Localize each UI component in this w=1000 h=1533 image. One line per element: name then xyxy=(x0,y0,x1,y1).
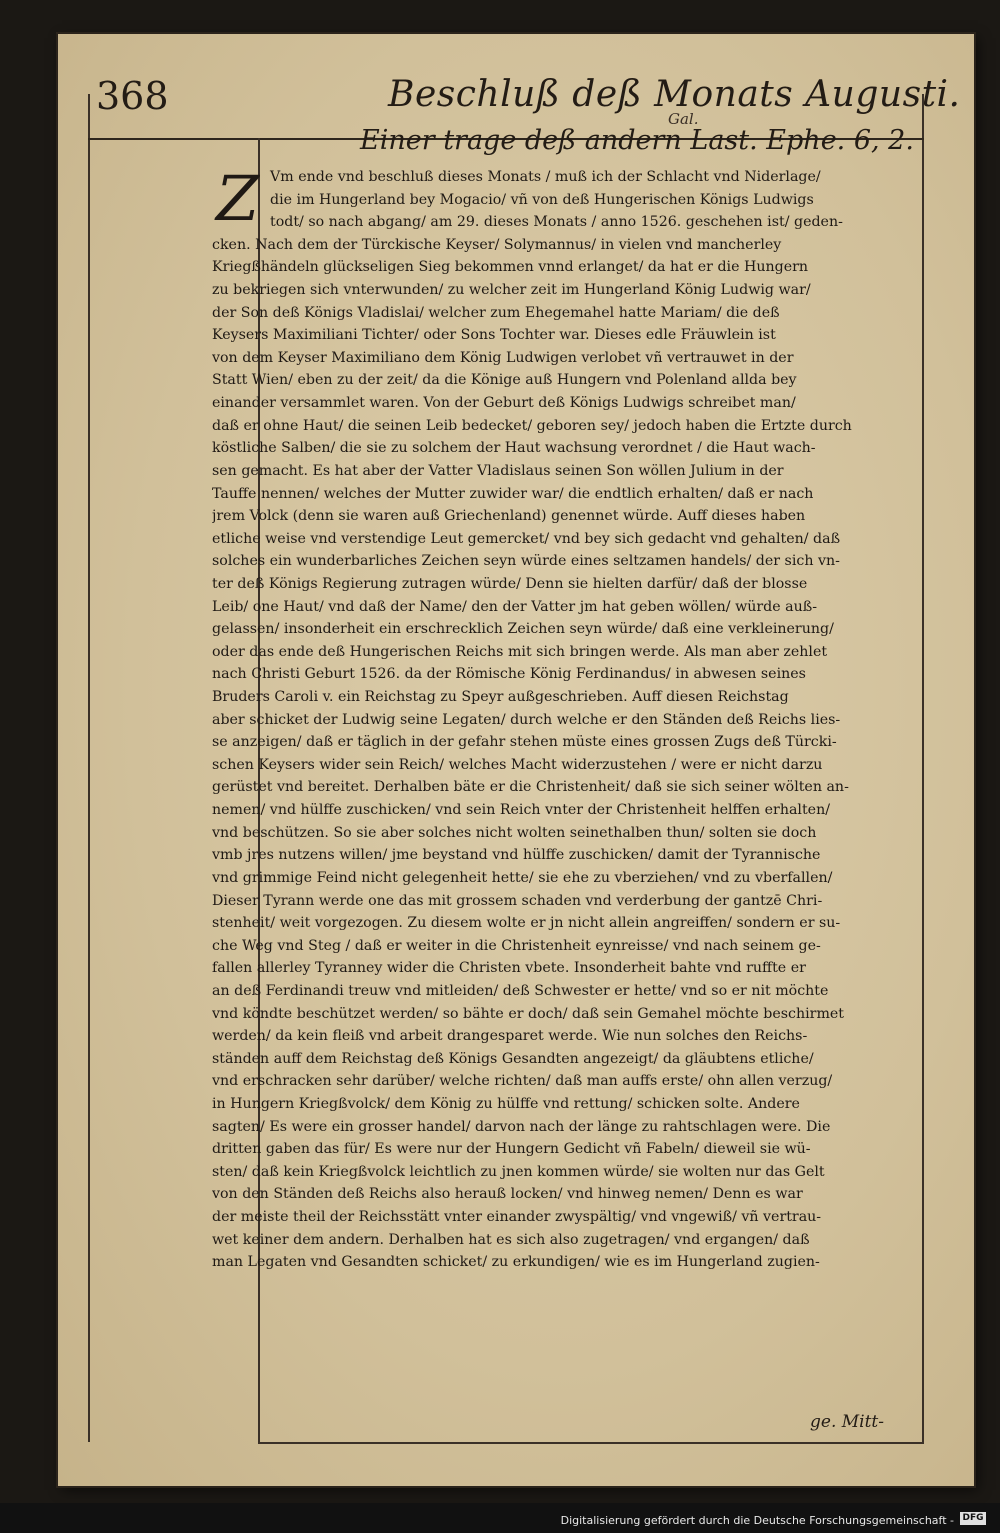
text-line: in Hungern Kriegßvolck/ dem König zu hülffe vnd rettung/ schicken solte. Andere xyxy=(212,1095,800,1112)
section-heading: Einer trage deß andern Last. Ephe. 6, 2. xyxy=(360,125,914,156)
text-line: Leib/ one Haut/ vnd daß der Name/ den der Vatter jm hat geben wöllen/ würde auß- xyxy=(212,598,817,615)
text-line: jrem Volck (denn sie waren auß Griechenland) genennet würde. Auff dieses haben xyxy=(212,508,806,525)
text-line: dritten gaben das für/ Es were nur der Hungern Gedicht vñ Fabeln/ dieweil sie wü- xyxy=(212,1141,811,1158)
text-line: sten/ daß kein Kriegßvolck leichtlich zu jnen kommen würde/ sie wolten nur das Gelt xyxy=(212,1163,825,1180)
text-line: gelassen/ insonderheit ein erschrecklich Zeichen seyn würde/ daß eine verkleinerung/ xyxy=(212,621,834,638)
text-line: von den Ständen deß Reichs also herauß locken/ vnd hinweg nemen/ Denn es war xyxy=(212,1186,803,1203)
text-line: vnd grimmige Feind nicht gelegenheit hette/ sie ehe zu vberziehen/ vnd zu vberfallen/ xyxy=(212,869,833,886)
text-line: cken. Nach dem der Türckische Keyser/ Solymannus/ in vielen vnd mancherley xyxy=(212,236,782,253)
text-line: gerüstet vnd bereitet. Derhalben bäte er die Christenheit/ daß sie sich seiner wölten an- xyxy=(212,779,849,796)
text-line: vnd köndte beschützet werden/ so bähte er doch/ daß sein Gemahel möchte beschirmet xyxy=(212,1005,845,1022)
text-line: nemen/ vnd hülffe zuschicken/ vnd sein Reich vnter der Christenheit helffen erhalten/ xyxy=(212,802,830,819)
text-line: che Weg vnd Steg / daß er weiter in die Christenheit eynreisse/ vnd nach seinem ge- xyxy=(212,937,821,954)
text-line: der Son deß Königs Vladislai/ welcher zum Ehegemahel hatte Mariam/ die deß xyxy=(212,304,780,321)
drop-cap: Z xyxy=(216,162,260,235)
text-line: köstliche Salben/ die sie zu solchem der Haut wachsung verordnet / die Haut wach- xyxy=(212,440,816,457)
text-line: wet keiner dem andern. Derhalben hat es sich also zugetragen/ vnd ergangen/ daß xyxy=(212,1231,810,1248)
text-line: vmb jres nutzens willen/ jme beystand vnd hülffe zuschicken/ damit der Tyrannische xyxy=(212,847,821,864)
bottom-rule xyxy=(258,1442,924,1444)
text-line: Statt Wien/ eben zu der zeit/ da die Könige auß Hungern vnd Polenland allda bey xyxy=(212,372,797,389)
running-title: Beschluß deß Monats Augusti. xyxy=(388,74,961,115)
text-line: zu bekriegen sich vnterwunden/ zu welcher zeit im Hungerland König Ludwig war/ xyxy=(212,282,811,299)
text-line: die im Hungerland bey Mogacio/ vñ von deß Hungerischen Königs Ludwigs xyxy=(270,191,814,208)
text-line: etliche weise vnd verstendige Leut gemercket/ vnd bey sich gedacht vnd gehalten/ daß xyxy=(212,530,841,547)
text-line: oder das ende deß Hungerischen Reichs mit sich bringen werde. Als man aber zehlet xyxy=(212,643,828,660)
body-text xyxy=(212,162,902,1274)
text-line: an deß Ferdinandi treuw vnd mitleiden/ deß Schwester er hette/ vnd so er nit möchte xyxy=(212,982,829,999)
text-line: von dem Keyser Maximiliano dem König Ludwigen verlobet vñ vertrauwet in der xyxy=(212,349,794,366)
text-line: Keysers Maximiliani Tichter/ oder Sons Tochter war. Dieses edle Fräuwlein ist xyxy=(212,327,776,344)
text-line: stenheit/ weit vorgezogen. Zu diesem wolte er jn nicht allein angreiffen/ sondern er su- xyxy=(212,915,841,932)
text-line: man Legaten vnd Gesandten schicket/ zu erkundigen/ wie es im Hungerland zugien- xyxy=(212,1254,820,1271)
text-line: solches ein wunderbarliches Zeichen seyn würde eines seltzamen handels/ der sich vn- xyxy=(212,553,840,570)
text-line: nach Christi Geburt 1526. da der Römische König Ferdinandus/ in abwesen seines xyxy=(212,666,806,683)
handwritten-annotation: Gal. xyxy=(668,110,699,128)
text-line: Dieser Tyrann werde one das mit grossem schaden vnd verderbung der gantzē Chri- xyxy=(212,892,823,909)
text-line: daß er ohne Haut/ die seinen Leib bedecket/ geboren sey/ jedoch haben die Ertzte durch xyxy=(212,417,852,434)
frame-left-rule xyxy=(88,94,90,1442)
text-line: Bruders Caroli v. ein Reichstag zu Speyr außgeschrieben. Auff diesen Reichstag xyxy=(212,689,789,706)
text-line: se anzeigen/ daß er täglich in der gefahr stehen müste eines grossen Zugs deß Türcki- xyxy=(212,734,837,751)
text-line: vnd erschracken sehr darüber/ welche richten/ daß man auffs erste/ ohn allen verzug/ xyxy=(212,1073,833,1090)
text-line: werden/ da kein fleiß vnd arbeit drangesparet werde. Wie nun solches den Reichs- xyxy=(212,1028,808,1045)
text-line: Tauffe nennen/ welches der Mutter zuwider war/ die endtlich erhalten/ daß er nach xyxy=(212,485,814,502)
text-line: Kriegßhändeln glückseligen Sieg bekommen vnnd erlanget/ da hat er die Hungern xyxy=(212,259,809,276)
text-line: ter deß Königs Regierung zutragen würde/ Denn sie hielten darfür/ daß der blosse xyxy=(212,575,808,592)
text-line: todt/ so nach abgang/ am 29. dieses Monats / anno 1526. geschehen ist/ geden- xyxy=(270,214,843,231)
text-line: sagten/ Es were ein grosser handel/ darvon nach der länge zu rahtschlagen were. Die xyxy=(212,1118,831,1135)
text-line: vnd beschützen. So sie aber solches nicht wolten seinethalben thun/ solten sie doch xyxy=(212,824,817,841)
dfg-logo-icon: DFG xyxy=(960,1512,986,1525)
text-line: Vm ende vnd beschluß dieses Monats / muß ich der Schlacht vnd Niderlage/ xyxy=(270,169,821,185)
catchword: ge. Mitt- xyxy=(810,1412,885,1432)
text-line: aber schicket der Ludwig seine Legaten/ durch welche er den Ständen deß Reichs lies- xyxy=(212,711,841,728)
text-line: ständen auff dem Reichstag deß Königs Gesandten angezeigt/ da gläubtens etliche/ xyxy=(212,1050,814,1067)
page-number: 368 xyxy=(96,74,169,118)
frame-right-rule xyxy=(922,94,924,1442)
text-line: sen gemacht. Es hat aber der Vatter Vladislaus seinen Son wöllen Julium in der xyxy=(212,462,784,479)
text-line: fallen allerley Tyranney wider die Christen vbete. Insonderheit bahte vnd ruffte er xyxy=(212,960,806,977)
funding-note: Digitalisierung gefördert durch die Deutsche Forschungsgemeinschaft - xyxy=(560,1514,954,1527)
text-line: schen Keysers wider sein Reich/ welches Macht widerzustehen / were er nicht darzu xyxy=(212,756,823,773)
text-line: der meiste theil der Reichsstätt vnter einander zwyspältig/ vnd vngewiß/ vñ vertrau- xyxy=(212,1209,822,1226)
text-line: einander versammlet waren. Von der Geburt deß Königs Ludwigs schreibet man/ xyxy=(212,395,796,412)
